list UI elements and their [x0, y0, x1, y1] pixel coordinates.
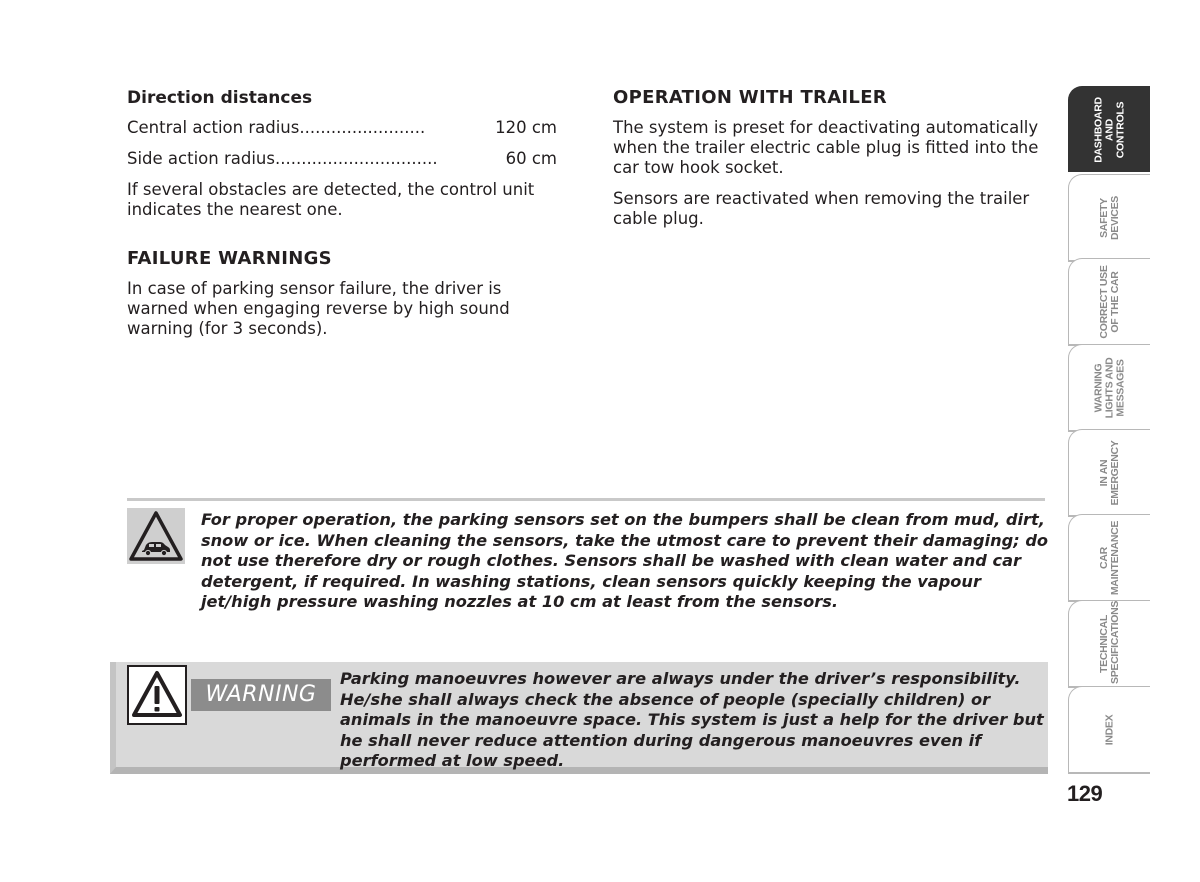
central-radius-value: 120 cm	[495, 118, 557, 137]
direction-distances-title: Direction distances	[127, 88, 313, 108]
tab-label: CAR MAINTENANCE	[1097, 520, 1121, 595]
caution-divider	[127, 498, 1045, 501]
tab-technical-specifications[interactable]	[1068, 600, 1150, 686]
tab-car-maintenance[interactable]	[1068, 514, 1150, 600]
side-radius-value: 60 cm	[505, 149, 557, 168]
car-caution-triangle-icon	[127, 508, 185, 564]
tab-label: TECHNICAL SPECIFICATIONS	[1097, 600, 1121, 684]
warning-triangle-icon	[127, 665, 187, 725]
tab-label: WARNING LIGHTS AND MESSAGES	[1092, 357, 1126, 418]
warning-box	[110, 662, 1048, 774]
side-radius-row	[127, 149, 557, 169]
tab-label: INDEX	[1103, 714, 1115, 745]
left-column	[127, 86, 557, 350]
failure-warnings-heading: FAILURE WARNINGS	[127, 248, 332, 269]
trailer-paragraph-1: The system is preset for deactivating automatically when the trailer electric cable plug is fitted into the car tow hook socket.	[613, 118, 1039, 177]
tab-label: DASHBOARD AND CONTROLS	[1092, 96, 1126, 163]
warning-text: Parking manoeuvres however are always under the driver’s responsibility. He/she shall always check the absence of people (specially children) or animals in the manoeuvre space. This system is just a help for the driver but he shall never reduce attention during dangerous manoeuvres even if performed at low speed.	[340, 669, 1044, 770]
side-radius-label: Side action radius	[127, 149, 275, 168]
tab-label: CORRECT USE OF THE CAR	[1097, 264, 1121, 339]
central-radius-label: Central action radius	[127, 118, 300, 137]
obstacles-paragraph: If several obstacles are detected, the control unit indicates the nearest one.	[127, 180, 535, 219]
tab-label: SAFETY DEVICES	[1097, 195, 1121, 240]
failure-warnings-paragraph: In case of parking sensor failure, the driver is warned when engaging reverse by high sound warning (for 3 seconds).	[127, 279, 510, 338]
tab-index[interactable]	[1068, 686, 1150, 772]
trailer-heading: OPERATION WITH TRAILER	[613, 87, 887, 108]
right-column	[613, 86, 1043, 240]
central-radius-dots: ........................	[299, 118, 426, 137]
side-radius-dots: ...............................	[274, 149, 438, 168]
tab-safety-devices[interactable]	[1068, 174, 1150, 260]
warning-label: WARNING	[191, 679, 331, 711]
page-number: 129	[1067, 781, 1103, 806]
tab-label: IN AN EMERGENCY	[1097, 440, 1121, 505]
trailer-paragraph-2: Sensors are reactivated when removing the trailer cable plug.	[613, 189, 1030, 228]
tab-dashboard-and-controls[interactable]	[1068, 86, 1150, 172]
tab-warning-lights-and-messages[interactable]	[1068, 344, 1150, 430]
caution-text: For proper operation, the parking sensors set on the bumpers shall be clean from mud, dirt, snow or ice. When cleaning the sensors, take the utmost care to prevent their damaging; do not use therefore dry or rough clothes. Sensors shall be washed with clean water and car detergent, if required. In washing stations, clean sensors quickly keeping the vapour jet/high pressure washing nozzles at 10 cm at least from the sensors.	[201, 510, 1049, 611]
tab-in-an-emergency[interactable]	[1068, 429, 1150, 515]
central-radius-row	[127, 118, 557, 138]
tab-correct-use-of-the-car[interactable]	[1068, 258, 1150, 344]
